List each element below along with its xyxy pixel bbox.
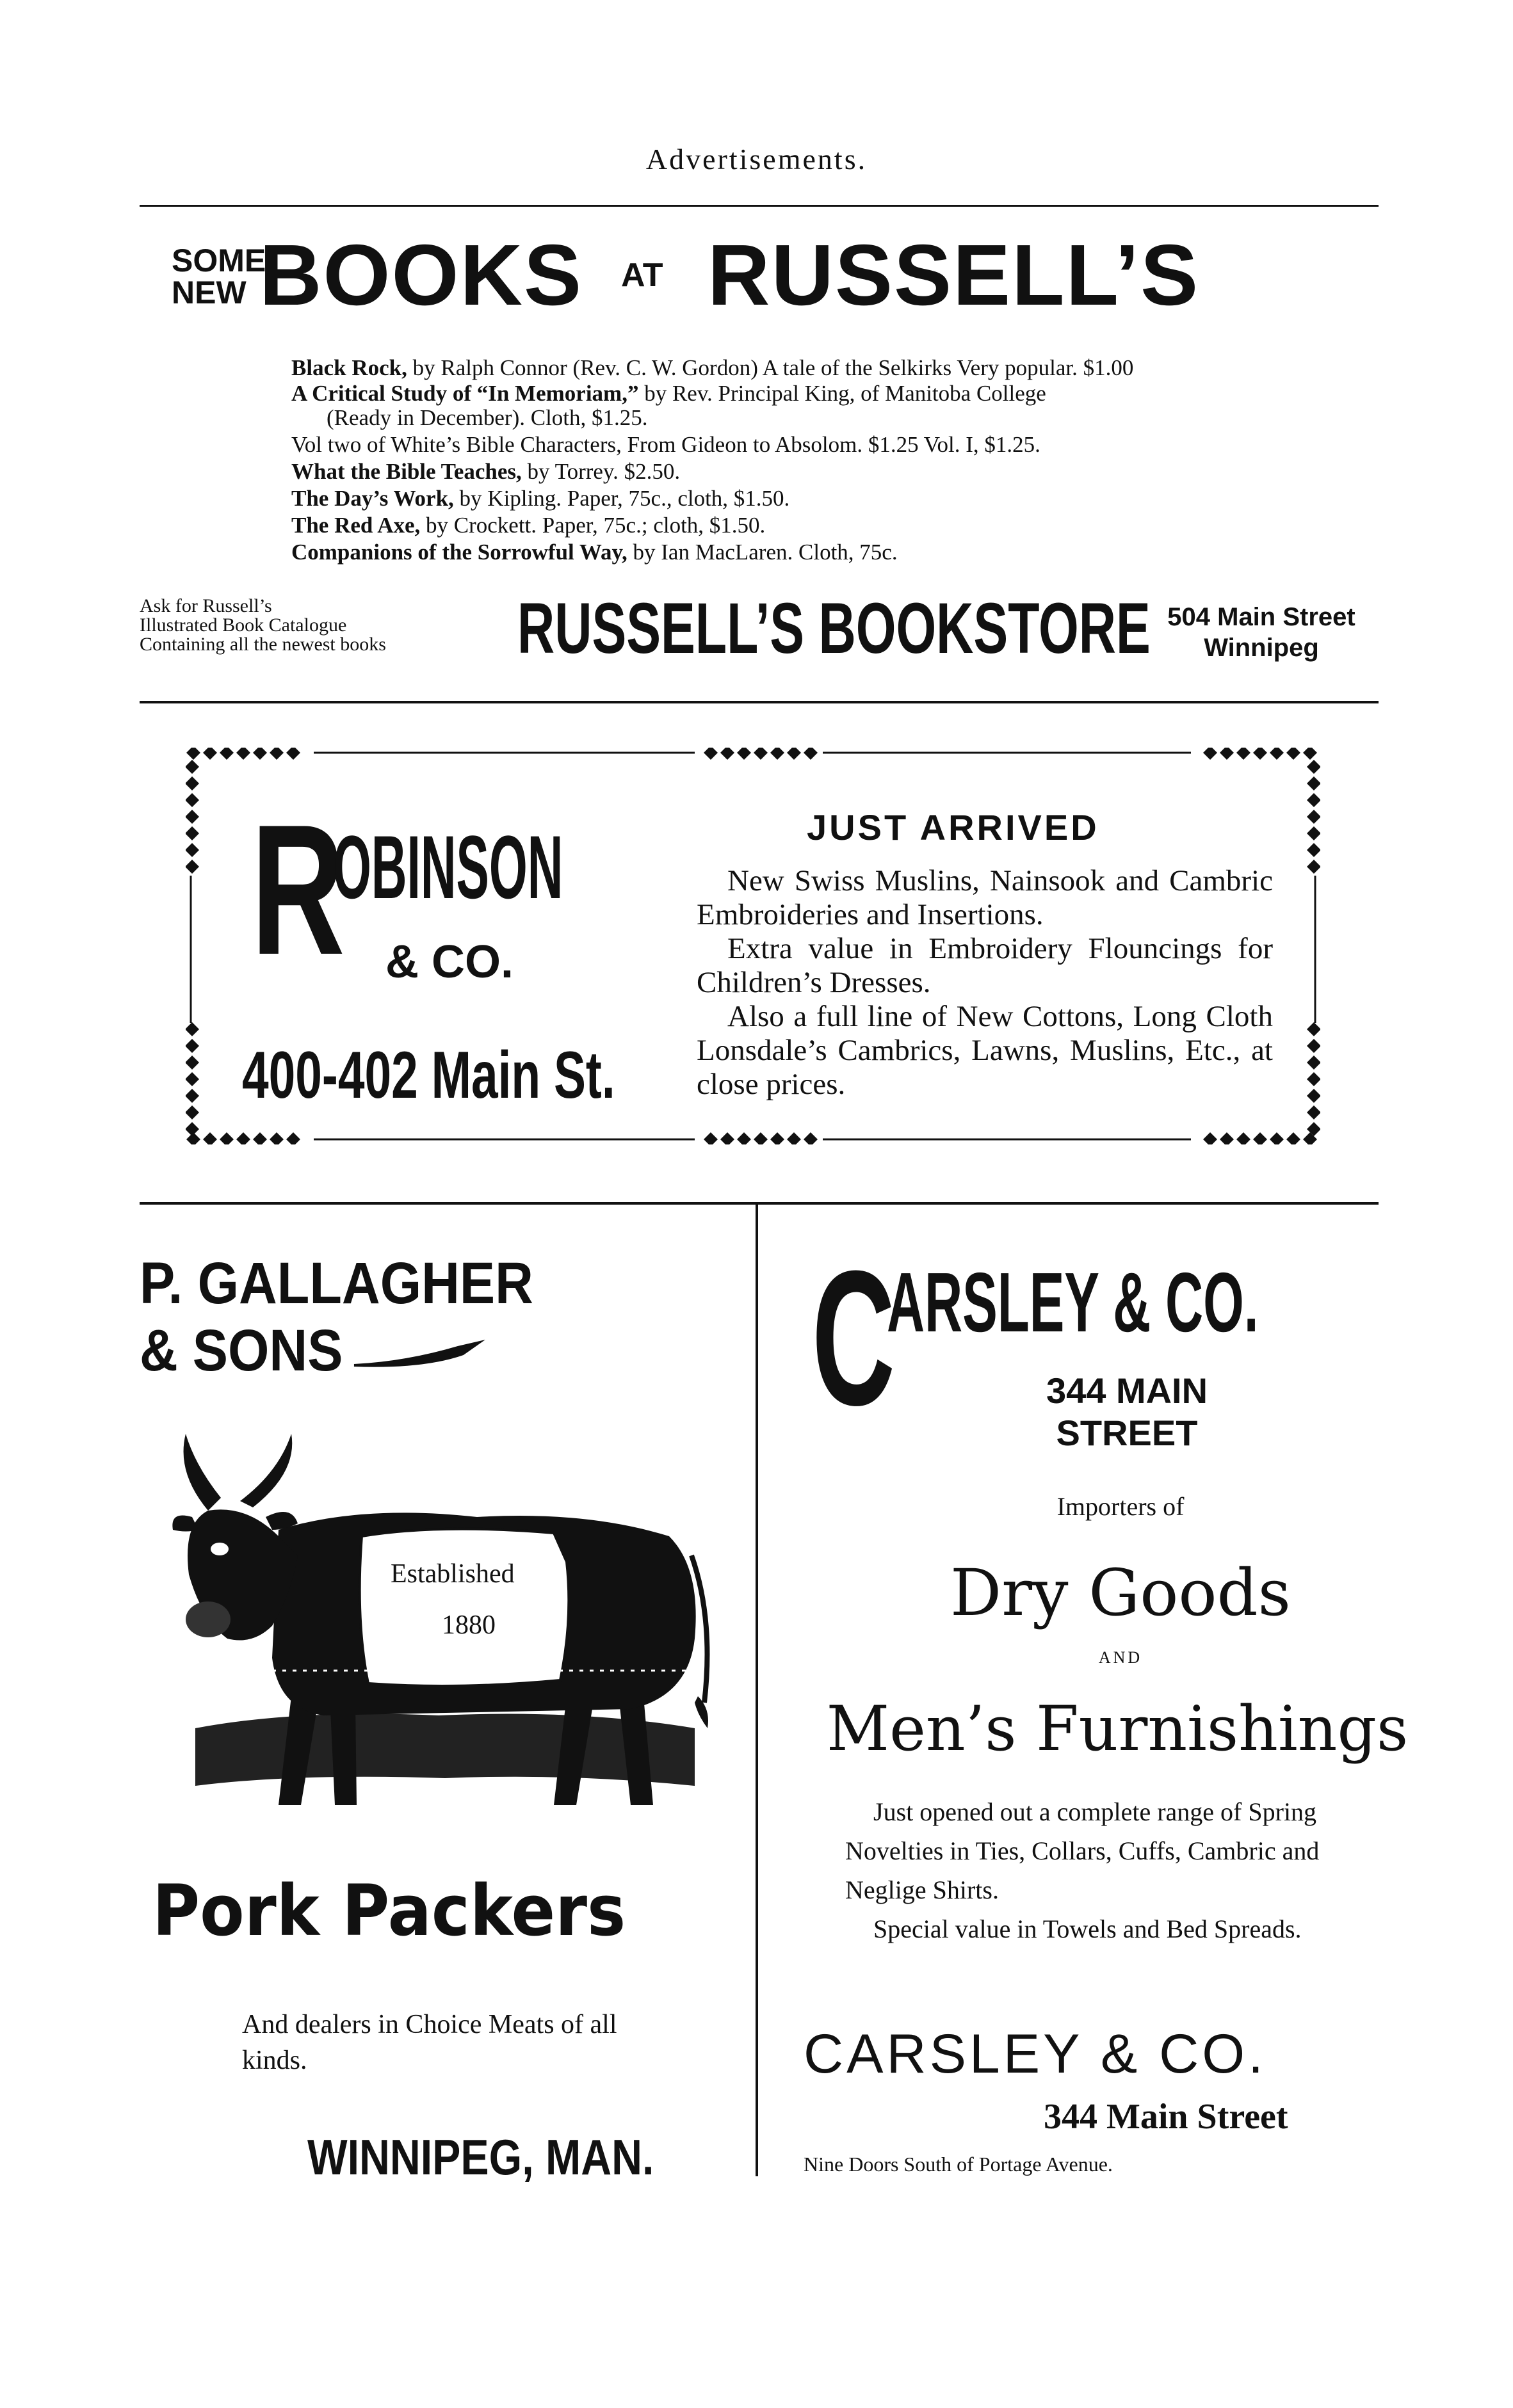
border-diamond [804,1132,818,1144]
book-list-item [291,355,1133,381]
book-list-item [291,432,1040,458]
swash-flourish-icon [354,1336,487,1374]
catalogue-note [140,597,498,654]
carsley-paragraph: Just opened out a complete range of Spring Novelties in Ties, Collars, Cuffs, Cambric and Neglige Shirts. [845,1797,1320,1904]
border-diamond [1236,748,1250,760]
border-diamond [1307,810,1320,824]
border-diamond [787,1132,801,1144]
border-diamond [286,748,300,760]
border-diamond [186,1089,199,1103]
section-rule [140,1202,1379,1205]
carsley-paragraph: Special value in Towels and Bed Spreads. [873,1914,1302,1943]
border-diamond [186,1039,199,1053]
border-diamond [1307,1072,1320,1086]
border-diamond [1253,1132,1267,1144]
border-diamond [186,826,199,840]
importers-label: Importers of [1056,1492,1185,1521]
mens-furnishings-heading: Men’s Furnishings [826,1693,1409,1765]
border-diamond [1307,1056,1320,1070]
border-diamond [1220,748,1234,760]
some-word: SOME [172,243,266,278]
border-diamond [754,1132,768,1144]
border-diamond [720,748,734,760]
carsley-signature: CARSLEY & CO. [804,2023,1266,2085]
robinson-name: OBINSON [333,817,563,917]
border-diamond [186,1022,199,1036]
dry-goods-heading: Dry Goods [950,1555,1291,1630]
russells-heading: RUSSELL’S [708,227,1200,323]
border-diamond [704,748,718,760]
at-word: AT [621,257,663,294]
border-diamond [236,1132,250,1144]
border-diamond [1307,1022,1320,1036]
border-diamond [754,748,768,760]
book-title: Black Rock, [291,355,407,380]
catalogue-note-line: Ask for Russell’s [140,595,272,616]
border-diamond [787,748,801,760]
border-diamond [270,1132,284,1144]
carsley-address: 344 Main Street [1044,2097,1288,2137]
carsley-street-line: STREET [1056,1413,1198,1453]
page-title: Advertisements. [645,143,868,175]
carsley-name: ARSLEY & CO. [887,1255,1259,1349]
border-diamond [720,1132,734,1144]
border-diamond [737,748,751,760]
border-diamond [220,748,234,760]
border-diamond [1286,1132,1300,1144]
book-title: What the Bible Teaches, [291,459,522,484]
new-word: NEW [172,275,247,310]
dealers-text: And dealers in Choice Meats of all kinds. [242,2010,617,2075]
book-detail: by Crockett. Paper, 75c.; cloth, $1.50. [420,513,766,538]
bookstore-street: 504 Main Street [1167,603,1355,631]
gallagher-sons-text: & SONS [140,1318,343,1383]
gallagher-city: WINNIPEG, MAN. [307,2129,654,2185]
border-diamond [1253,748,1267,760]
book-detail: by Ralph Connor (Rev. C. W. Gordon) A tale of the Selkirks Very popular. $1.00 [407,355,1134,380]
book-list-item [291,540,898,565]
border-diamond [1236,1132,1250,1144]
just-arrived-heading: JUST ARRIVED [807,807,1099,847]
book-list-item [291,486,789,511]
border-diamond [1307,860,1320,874]
border-diamond [253,1132,267,1144]
established-label: Established [391,1559,515,1589]
column-divider [756,1203,758,2176]
book-list-item [291,513,765,538]
book-title: Companions of the Sorrowful Way, [291,540,627,565]
book-list-item [291,459,680,485]
book-title: A Critical Study of “In Memoriam,” [291,381,639,406]
border-diamond [1307,793,1320,807]
bookstore-name: RUSSELL’S BOOKSTORE [517,588,1151,668]
border-diamond [1307,1039,1320,1053]
border-diamond [1220,1132,1234,1144]
book-list-item [291,381,1046,406]
border-diamond [1303,748,1317,760]
book-list-item [327,405,648,431]
border-diamond [186,860,199,874]
border-diamond [220,1132,234,1144]
carsley-location-note: Nine Doors South of Portage Avenue. [804,2153,1113,2176]
border-diamond [186,810,199,824]
border-diamond [1307,1089,1320,1103]
border-diamond [203,748,217,760]
pork-packers-heading: Pork Packers [152,1870,626,1952]
border-diamond [253,748,267,760]
catalogue-note-line: Containing all the newest books [140,634,386,655]
border-diamond [1203,1132,1217,1144]
border-diamond [1307,1105,1320,1120]
and-word: AND [1098,1648,1143,1667]
book-title: The Red Axe, [291,513,421,538]
arrived-paragraph: Also a full line of New Cottons, Long Cloth Lonsdale’s Cambrics, Lawns, Muslins, Etc., at close prices. [697,1000,1273,1101]
book-detail: Vol two of White’s Bible Characters, From Gideon to Absolom. $1.25 Vol. I, $1.25. [291,432,1040,457]
robinson-initial: R [251,786,345,993]
gallagher-sons [140,1319,487,1383]
established-year: 1880 [442,1610,496,1640]
border-diamond [186,1056,199,1070]
book-detail: by Kipling. Paper, 75c., cloth, $1.50. [453,486,790,511]
robinson-co: & CO. [385,936,514,988]
border-diamond [186,793,199,807]
border-diamond [1203,748,1217,760]
top-rule [140,205,1379,207]
border-diamond [286,1132,300,1144]
carsley-street [1018,1370,1236,1454]
border-diamond [1270,748,1284,760]
border-diamond [1307,843,1320,857]
bookstore-address [1146,602,1377,663]
border-diamond [186,1122,199,1136]
arrived-paragraph: Extra value in Embroidery Flouncings for Children’s Dresses. [697,932,1273,999]
border-diamond [770,748,784,760]
border-diamond [737,1132,751,1144]
just-arrived-body [697,864,1273,1102]
some-new-label [172,245,266,309]
border-diamond [186,843,199,857]
catalogue-note-line: Illustrated Book Catalogue [140,614,347,636]
border-diamond [236,748,250,760]
bookstore-city: Winnipeg [1204,634,1319,662]
section-rule [140,701,1379,703]
carsley-street-line: 344 MAIN [1046,1370,1208,1411]
border-diamond [186,776,199,791]
gallagher-name: P. GALLAGHER [140,1251,533,1316]
border-diamond [270,748,284,760]
border-diamond [704,1132,718,1144]
border-diamond [186,1105,199,1120]
books-heading: BOOKS [259,227,583,323]
border-diamond [186,760,199,774]
arrived-paragraph: New Swiss Muslins, Nainsook and Cambric Embroideries and Insertions. [697,864,1273,931]
carsley-body [845,1792,1325,1948]
book-detail: (Ready in December). Cloth, $1.25. [327,405,648,430]
book-detail: by Torrey. $2.50. [521,459,681,484]
border-diamond [1270,1132,1284,1144]
border-diamond [186,1072,199,1086]
robinson-address: 400-402 Main St. [242,1038,615,1112]
border-diamond [770,1132,784,1144]
book-title: The Day’s Work, [291,486,454,511]
border-diamond [804,748,818,760]
border-diamond [186,748,200,760]
border-diamond [1307,776,1320,791]
border-diamond [203,1132,217,1144]
border-diamond [1307,760,1320,774]
book-detail: by Ian MacLaren. Cloth, 75c. [627,540,898,565]
border-diamond [1286,748,1300,760]
book-detail: by Rev. Principal King, of Manitoba College [638,381,1046,406]
carsley-initial: C [812,1230,895,1445]
border-diamond [1307,826,1320,840]
